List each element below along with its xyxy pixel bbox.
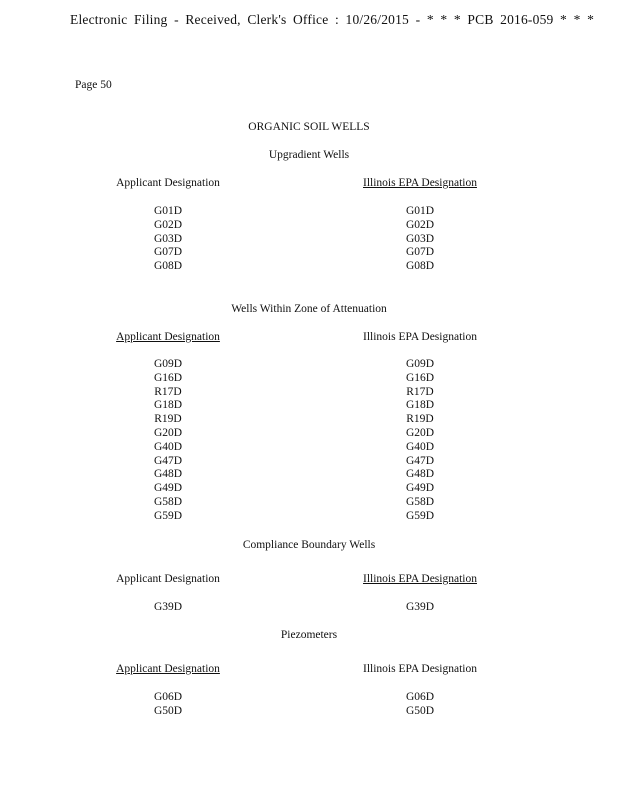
well-id: G09D: [405, 358, 435, 370]
epa-designation-header: Illinois EPA Designation: [363, 663, 477, 675]
applicant-column-compliance: [112, 601, 224, 615]
well-id: R19D: [154, 413, 182, 426]
section-heading-compliance-boundary: Compliance Boundary Wells: [242, 539, 376, 551]
well-id: G08D: [405, 260, 435, 273]
well-id: G16D: [405, 371, 435, 384]
applicant-designation-header: Applicant Designation: [116, 663, 220, 675]
well-id: G06D: [405, 691, 435, 703]
well-id: G03D: [405, 232, 435, 245]
well-id: G40D: [153, 440, 183, 453]
well-id: R19D: [406, 413, 434, 426]
well-id: G16D: [153, 371, 183, 384]
well-id: G01D: [405, 205, 435, 217]
well-id: G50D: [153, 704, 183, 717]
applicant-designation-header: Applicant Designation: [116, 177, 220, 189]
well-id: G48D: [153, 468, 183, 481]
well-id: G39D: [405, 601, 435, 613]
well-id: G06D: [153, 691, 183, 703]
well-id: G59D: [405, 509, 435, 522]
applicant-designation-header: Applicant Designation: [116, 331, 220, 343]
well-id: G18D: [405, 399, 435, 412]
well-id: G47D: [405, 454, 435, 467]
epa-designation-header: Illinois EPA Designation: [363, 331, 477, 343]
section-heading-upgradient: Upgradient Wells: [268, 149, 350, 161]
well-id: G49D: [405, 482, 435, 495]
applicant-column-upgradient: [112, 205, 224, 274]
well-id: G50D: [405, 704, 435, 717]
page-title: ORGANIC SOIL WELLS: [248, 121, 370, 133]
applicant-column-zone: [112, 358, 224, 524]
well-id: G02D: [405, 218, 435, 231]
well-id: G48D: [405, 468, 435, 481]
epa-column-compliance: [355, 601, 485, 615]
well-id: G07D: [153, 246, 183, 259]
well-id: G18D: [153, 399, 183, 412]
well-id: G01D: [153, 205, 183, 217]
applicant-column-piezometers: [112, 691, 224, 719]
well-id: G39D: [153, 601, 183, 613]
well-id: G20D: [153, 426, 183, 439]
well-id: G47D: [153, 454, 183, 467]
well-id: G49D: [153, 482, 183, 495]
well-id: G58D: [405, 495, 435, 508]
well-id: R17D: [154, 385, 182, 398]
epa-column-upgradient: [355, 205, 485, 274]
epa-column-piezometers: [355, 691, 485, 719]
well-id: G07D: [405, 246, 435, 259]
section-heading-piezometers: Piezometers: [280, 629, 338, 641]
well-id: G20D: [405, 426, 435, 439]
page-number: Page 50: [75, 79, 112, 91]
well-id: G02D: [153, 218, 183, 231]
epa-designation-header: Illinois EPA Designation: [363, 177, 477, 189]
well-id: G09D: [153, 358, 183, 370]
epa-designation-header: Illinois EPA Designation: [363, 573, 477, 585]
well-id: G58D: [153, 495, 183, 508]
well-id: G08D: [153, 260, 183, 273]
well-id: G40D: [405, 440, 435, 453]
well-id: R17D: [406, 385, 434, 398]
well-id: G59D: [153, 509, 183, 522]
epa-column-zone: [355, 358, 485, 524]
section-heading-zone-of-attenuation: Wells Within Zone of Attenuation: [231, 303, 387, 315]
applicant-designation-header: Applicant Designation: [116, 573, 220, 585]
well-id: G03D: [153, 232, 183, 245]
filing-stamp: Electronic Filing - Received, Clerk's Office : 10/26/2015 - * * * PCB 2016-059 * * *: [70, 12, 595, 27]
